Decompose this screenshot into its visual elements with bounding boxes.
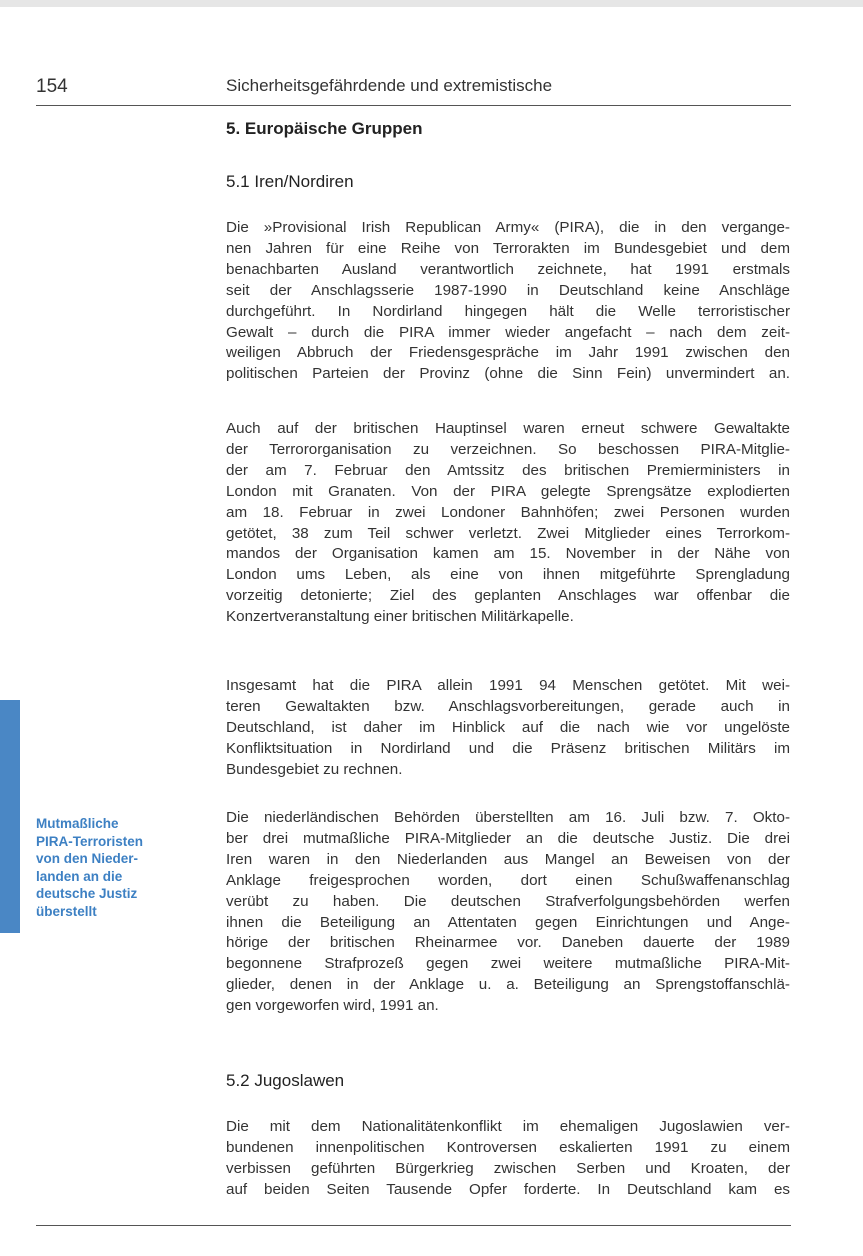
text-line: Anklage freigesprochen worden, dort einen Schußwaffenanschlag — [226, 871, 790, 889]
text-line: nen Jahren für eine Reihe von Terrorakten im Bundesgebiet und dem — [226, 239, 790, 257]
margin-note-line: überstellt — [36, 903, 97, 919]
text-line: der am 7. Februar den Amtssitz des britischen Premierministers in — [226, 461, 790, 479]
section-title-iren: 5.1 Iren/Nordiren — [226, 172, 354, 191]
paragraph-yugoslavia — [226, 1117, 790, 1201]
text-line: Die »Provisional Irish Republican Army« (PIRA), die in den vergange- — [226, 219, 790, 236]
chapter-title: 5. Europäische Gruppen — [226, 119, 423, 138]
paragraph-netherlands-extradition — [226, 808, 790, 1017]
text-line: bundenen innenpolitischen Kontroversen eskalierten 1991 zu einem — [226, 1138, 790, 1156]
text-line: Gewalt – durch die PIRA immer wieder angefacht – nach dem zeit- — [226, 323, 790, 341]
text-line: ber drei mutmaßliche PIRA-Mitglieder an die deutsche Justiz. Die drei — [226, 829, 790, 847]
text-line: Die mit dem Nationalitätenkonflikt im ehemaligen Jugoslawien ver- — [226, 1118, 790, 1135]
text-line: vorzeitig detonierte; Ziel des geplanten Anschlages war offenbar die — [226, 587, 790, 605]
page-number: 154 — [36, 76, 68, 97]
text-line: am 18. Februar in zwei Londoner Bahnhöfen; zwei Personen wurden — [226, 503, 790, 521]
text-line: verübt zu haben. Die deutschen Strafverfolgungsbehörden werfen — [226, 892, 790, 910]
text-line: ihnen die Beteiligung an Attentaten gegen Einrichtungen und Ange- — [226, 913, 790, 931]
text-line: Die niederländischen Behörden überstellten am 16. Juli bzw. 7. Okto- — [226, 809, 790, 826]
header-rule — [36, 105, 791, 106]
margin-note-line: von den Nieder- — [36, 851, 139, 866]
text-line: hörige der britischen Rheinarmee vor. Daneben dauerte der 1989 — [226, 934, 790, 952]
text-line: getötet, 38 zum Teil schwer verletzt. Zwei Mitglieder eines Terrorkom- — [226, 524, 790, 542]
text-line: benachbarten Ausland verantwortlich zeichnete, hat 1991 erstmals — [226, 260, 790, 278]
text-line: durchgeführt. In Nordirland hingegen hält die Welle terroristischer — [226, 302, 790, 320]
margin-note-line: PIRA-Terroristen — [36, 833, 144, 849]
text-line: mandos der Organisation kamen am 15. November in der Nähe von — [226, 545, 790, 563]
text-line: politischen Parteien der Provinz (ohne die Sinn Fein) unvermindert an. — [226, 365, 790, 383]
margin-note-line: landen an die — [36, 868, 123, 884]
footer-rule — [36, 1225, 791, 1226]
text-line: Konzertveranstaltung einer britischen Militärkapelle. — [226, 608, 574, 626]
text-line: Iren waren in den Niederlanden aus Mangel an Beweisen von der — [226, 850, 790, 868]
text-line: Auch auf der britischen Hauptinsel waren erneut schwere Gewaltakte — [226, 420, 790, 437]
running-head: Sicherheitsgefährdende und extremistische — [226, 76, 553, 95]
margin-note-line: Mutmaßliche — [36, 816, 119, 831]
text-line: glieder, denen in der Anklage u. a. Beteiligung an Sprengstoffanschlä- — [226, 976, 790, 994]
page-top-edge — [0, 0, 863, 7]
text-line: seit der Anschlagsserie 1987-1990 in Deutschland keine Anschläge — [226, 281, 790, 299]
margin-note — [36, 815, 186, 920]
section-title-jugoslawen: 5.2 Jugoslawen — [226, 1071, 345, 1090]
text-line: Bundesgebiet zu rechnen. — [226, 760, 403, 778]
text-line: verbissen geführten Bürgerkrieg zwischen Serben und Kroaten, der — [226, 1159, 790, 1177]
text-line: Konfliktsituation in Nordirland und die Präsenz britischen Militärs im — [226, 739, 790, 757]
text-line: teren Gewaltakten bzw. Anschlagsvorbereitungen, gerade auch in — [226, 697, 790, 715]
text-line: Insgesamt hat die PIRA allein 1991 94 Menschen getötet. Mit wei- — [226, 677, 790, 694]
text-line: gen vorgeworfen wird, 1991 an. — [226, 997, 439, 1015]
text-line: weiligen Abbruch der Friedensgespräche im Jahr 1991 zwischen den — [226, 344, 790, 362]
text-line: auf beiden Seiten Tausende Opfer forderte. In Deutschland kam es — [226, 1180, 790, 1198]
text-line: der Terrororganisation zu verzeichnen. So beschossen PIRA-Mitglie- — [226, 440, 790, 458]
text-line: Deutschland, ist daher im Hinblick auf die nach wie vor ungelöste — [226, 718, 790, 736]
paragraph-pira-intro — [226, 218, 790, 385]
text-line: begonnene Strafprozeß gegen zwei weitere mutmaßliche PIRA-Mit- — [226, 955, 790, 973]
paragraph-pira-summary — [226, 676, 790, 781]
margin-color-bar — [0, 700, 20, 933]
margin-note-line: deutsche Justiz — [36, 886, 138, 901]
text-line: London ums Leben, als eine von ihnen mitgeführte Sprengladung — [226, 566, 790, 584]
paragraph-britain-attacks — [226, 419, 790, 628]
text-line: London mit Granaten. Von der PIRA gelegte Sprengsätze explodierten — [226, 482, 790, 500]
